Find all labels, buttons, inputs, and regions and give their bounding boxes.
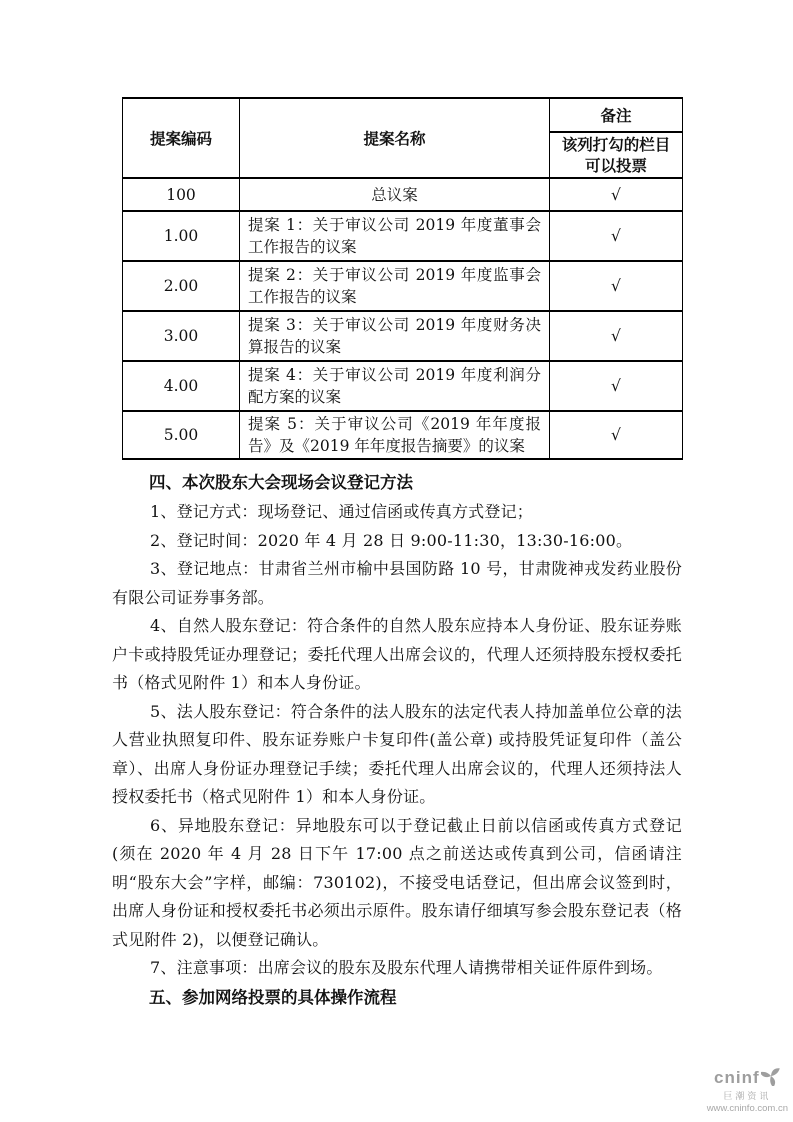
proposal-code-cell: 100 [123, 178, 240, 211]
proposal-code-cell: 5.00 [123, 411, 240, 459]
header-cell-remark-note: 该列打勾的栏目可以投票 [550, 132, 683, 178]
vote-check-cell: √ [550, 211, 683, 261]
proposal-name-cell: 提案 2：关于审议公司 2019 年度监事会工作报告的议案 [240, 261, 550, 311]
vote-check-cell: √ [550, 361, 683, 411]
table-row [123, 411, 683, 459]
vote-check-cell: √ [550, 411, 683, 459]
header-cell-proposal-name: 提案名称 [240, 98, 550, 178]
proposal-name-cell: 提案 1：关于审议公司 2019 年度董事会工作报告的议案 [240, 211, 550, 261]
cninfo-logo-row [714, 1066, 781, 1091]
paragraph-remote-registration: 6、异地股东登记：异地股东可以于登记截止日前以信函或传真方式登记(须在 2020 年 4 月 28 日下午 17:00 点之前送达或传真到公司，信函请注明“股东大会”字样，邮编：730102)，不接受电话登记，但出席会议签到时，出席人身份证和授权委托书必须出示原件。股东请仔细填写参会股东登记表（格式见附件 2)，以便登记确认。 [112, 815, 682, 949]
cninfo-chinese-name: 巨潮资讯 [723, 1090, 772, 1101]
header-cell-proposal-code: 提案编码 [123, 98, 240, 178]
paragraph-notes: 7、注意事项：出席会议的股东及股东代理人请携带相关证件原件到场。 [150, 958, 663, 977]
table-row [123, 178, 683, 211]
proposal-code-cell: 2.00 [123, 261, 240, 311]
proposal-code-cell: 1.00 [123, 211, 240, 261]
cninfo-url: www.cninfo.com.cn [706, 1102, 788, 1114]
cninfo-swirl-icon [761, 1066, 781, 1091]
body-text [112, 468, 682, 1013]
vote-check-cell: √ [550, 178, 683, 211]
table-row [123, 211, 683, 261]
paragraph-registration-place: 3、登记地点：甘肃省兰州市榆中县国防路 10 号，甘肃陇神戎发药业股份有限公司证券事务部。 [112, 559, 682, 607]
document-content [112, 97, 682, 1013]
proposal-name-cell: 提案 3：关于审议公司 2019 年度财务决算报告的议案 [240, 311, 550, 361]
cninfo-watermark [707, 1066, 788, 1114]
table-row [123, 261, 683, 311]
vote-check-cell: √ [550, 311, 683, 361]
vote-check-cell: √ [550, 261, 683, 311]
proposals-table [122, 97, 683, 460]
proposal-name-cell: 提案 4：关于审议公司 2019 年度利润分配方案的议案 [240, 361, 550, 411]
paragraph-registration-time: 2、登记时间：2020 年 4 月 28 日 9:00-11:30，13:30-16:00。 [150, 530, 633, 550]
cninfo-brand-text: cninf [714, 1068, 760, 1088]
paragraph-legal-person-registration: 5、法人股东登记：符合条件的法人股东的法定代表人持加盖单位公章的法人营业执照复印件、股东证券账户卡复印件(盖公章) 或持股凭证复印件（盖公章）、出席人身份证办理登记手续；委托代理人出席会议的，代理人还须持法人授权委托书（格式见附件 1）和本人身份证。 [112, 701, 682, 806]
table-row [123, 361, 683, 411]
section-heading-iv: 四、本次股东大会现场会议登记方法 [149, 473, 413, 492]
proposal-code-cell: 4.00 [123, 361, 240, 411]
table-row [123, 311, 683, 361]
paragraph-natural-person-registration: 4、自然人股东登记：符合条件的自然人股东应持本人身份证、股东证券账户卡或持股凭证办理登记；委托代理人出席会议的，代理人还须持股东授权委托书（格式见附件 1）和本人身份证。 [112, 616, 682, 692]
proposal-code-cell: 3.00 [123, 311, 240, 361]
paragraph-registration-method: 1、登记方式：现场登记、通过信函或传真方式登记； [150, 502, 533, 521]
proposal-name-cell: 提案 5：关于审议公司《2019 年年度报告》及《2019 年年度报告摘要》的议案 [240, 411, 550, 459]
header-cell-remark: 备注 [550, 98, 683, 132]
table-header-row-1 [123, 98, 683, 132]
section-heading-v: 五、参加网络投票的具体操作流程 [149, 987, 397, 1007]
proposal-name-cell: 总议案 [240, 178, 550, 211]
